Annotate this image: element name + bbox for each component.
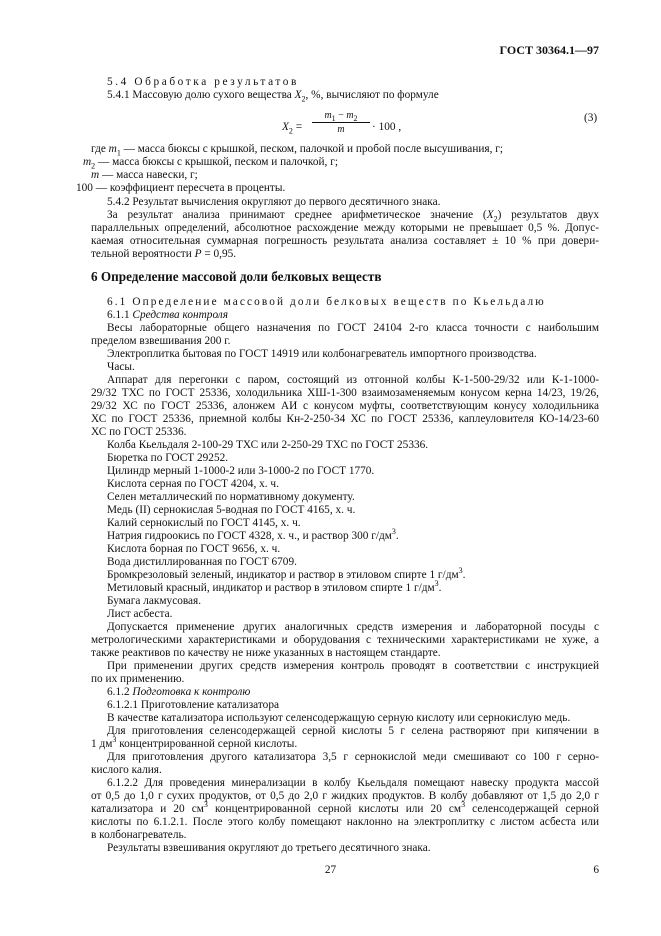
paragraph-line: 6.1.2.2 Для проведения минерализации в колбу Кьельдаля помещают навеску продукта массой xyxy=(107,777,599,789)
paragraph-line: Колба Кьельдаля 2-100-29 ТХС или 2-250-29 ТХС по ГОСТ 25336. xyxy=(107,439,429,451)
paragraph-line: Селен металлический по нормативному документу. xyxy=(107,491,355,503)
definition-line: 100 — коэффициент пересчета в проценты. xyxy=(76,182,286,194)
paragraph-line: В качестве катализатора используют селенсодержащую серную кислоту или сернокислую медь. xyxy=(107,712,571,724)
paragraph-line: кислоты по 6.1.2.1. После этого колбу помещают наклонно на электроплитку с листом асбеста или xyxy=(91,816,599,828)
paragraph-line: Кислота серная по ГОСТ 4204, х. ч. xyxy=(107,478,279,490)
paragraph-line: кислого калия. xyxy=(91,764,162,776)
paragraph-line: Метиловый красный, индикатор и раствор в этиловом спирте 1 $г/дм^3$. xyxy=(107,579,442,594)
paragraph-line: При применении других средств измерения контроль проводят в соответствии с инструкцией xyxy=(107,660,599,672)
document-page: ГОСТ 30364.1—97 5.4 Обработка результатов 5.4.1 Массовую долю сухого вещества $X_2$, %, вычисляют по формуле $X_2$ = $m_1 - m_2$ m · 100 , (3) где $m_1$ — масса бюксы с крышкой, песком, палочкой и пробой после высушивания, г; $m_2$ — масса бюксы с крышкой, песком и палочкой, г; m — масса навески, г; 100 — коэффициент пересчета в проценты. 5.4.2 Результат вычисления округляют до первого десятичного знака. За результат анализа принимают среднее арифметическое значение $(X_2)$ результатов двух параллельных определений, абсолютное расхождение между которыми не превышает 0,5 %. Допус- каемая относительная суммарная погрешность результата анализа составляет ± 10 % при довери- тельной вероятности P = 0,95. 6 Определение массовой доли белковых веществ 6.1 Определение массовой доли белковых веществ по Кьельдалю 6.1.1 Средства контроля Весы лабораторные общего назначения по ГОСТ 24104 2-го класса точности с наибольшим пределом взвешивания 200 г. Электроплитка бытовая по ГОСТ 14919 или колбонагреватель импортного производства. Часы. Аппарат для перегонки с паром, состоящий из отгонной колбы К-1-500-29/32 или К-1-1000- 29/32 ТХС по ГОСТ 25336, холодильника ХШ-1-300 взаимозаменяемым конусом керна 14/23, 19/26, 29/32 ХС по ГОСТ 25336, алонжем АИ с конусом муфты, соответствующим конусу холодильника ХС по ГОСТ 25336, приемной колбы Кн-2-250-34 ХС по ГОСТ 25336, каплеуловителя КО-14/23-60 ХС по ГОСТ 25336. Колба Кьельдаля 2-100-29 ТХС или 2-250-29 ТХС по ГОСТ 25336. Бюретка по ГОСТ 29252. Цилиндр мерный 1-1000-2 или 3-1000-2 по ГОСТ 1770. Кислота серная по ГОСТ 4204, х. ч. Селен металлический по нормативному документу. Медь (II) сернокислая 5-водная по ГОСТ 4165, х. ч. Калий сернокислый по ГОСТ 4145, х. ч. Натрия гидроокись по ГОСТ 4328, х. ч., и раствор 300 $г/дм^3$. Кислота борная по ГОСТ 9656, х. ч. Вода дистиллированная по ГОСТ 6709. Бромкрезоловый зеленый, индикатор и раствор в этиловом спирте 1 $г/дм^3$. Метиловый красный, индикатор и раствор в этиловом спирте 1 $г/дм^3$. Бумага лакмусовая. Лист асбеста. Допускается применение других аналогичных средств измерения и лабораторной посуды с метрологическими характеристиками и оборудования с техническими характеристиками не хуже, а также реактивов по качеству не ниже указанных в настоящем стандарте. При применении других средств измерения контроль проводят в соответствии с инструкцией по их применению. 6.1.2 Подготовка к контролю 6.1.2.1 Приготовление катализатора В качестве катализатора используют селенсодержащую серную кислоту или сернокислую медь. Для приготовления селенсодержащей серной кислоты 5 г селена растворяют при кипячении в 1 $дм^3$ концентрированной серной кислоты. Для приготовления другого катализатора 3,5 г сернокислой меди смешивают со 100 г серно- кислого калия. 6.1.2.2 Для проведения минерализации в колбу Кьельдаля помещают навеску продукта массой от 0,5 до 1,0 г сухих продуктов, от 0,5 до 2,0 г жидких продуктов. В колбу добавляют от 1,5 до 2,0 г катализатора и 20 $см^3$ концентрированной серной кислоты или 20 $см^3$ селенсодержащей серной кислоты по 6.1.2.1. После этого колбу помещают наклонно на электроплитку с листом асбеста или в колбонагреватель. Результаты взвешивания округляют до третьего десятичного знака. 27 6 xyxy=(0,0,661,936)
paragraph-line: Результаты взвешивания округляют до третьего десятичного знака. xyxy=(107,842,431,854)
paragraph-line: Аппарат для перегонки с паром, состоящий из отгонной колбы К-1-500-29/32 или К-1-1000- xyxy=(107,374,599,386)
paragraph-line: пределом взвешивания 200 г. xyxy=(91,335,231,347)
paragraph-line: также реактивов по качеству не ниже указанных в настоящем стандарте. xyxy=(91,647,441,659)
paragraph-line: 29/32 ХС по ГОСТ 25336, алонжем АИ с конусом муфты, соответствующим конусу холодильника xyxy=(91,400,599,412)
subsection-title: 6.1.1 Средства контроля xyxy=(107,309,228,321)
paragraph-line: параллельных определений, абсолютное расхождение между которыми не превышает 0,5 %. Допус- xyxy=(91,222,599,234)
paragraph-line: За результат анализа принимают среднее арифметическое значение $(X_2)$ результатов двух xyxy=(107,209,599,224)
section-heading: 6 Определение массовой доли белковых веществ xyxy=(91,269,382,284)
paragraph-line: Допускается применение других аналогичных средств измерения и лабораторной посуды с xyxy=(107,621,599,633)
paragraph-line: Электроплитка бытовая по ГОСТ 14919 или колбонагреватель импортного производства. xyxy=(107,348,537,360)
paragraph-line: 5.4.2 Результат вычисления округляют до первого десятичного знака. xyxy=(107,196,441,208)
sheet-number: 6 xyxy=(593,864,599,876)
equation-number: (3) xyxy=(584,112,598,124)
definition-line: где $m_1$ — масса бюксы с крышкой, песком, палочкой и пробой после высушивания, г; xyxy=(91,143,504,158)
document-number: ГОСТ 30364.1—97 xyxy=(499,43,599,57)
paragraph-line: Для приготовления селенсодержащей серной кислоты 5 г селена растворяют при кипячении в xyxy=(107,725,599,737)
paragraph-line: катализатора и 20 $см^3$ концентрированной серной кислоты или 20 $см^3$ селенсодержащей серной xyxy=(91,800,599,815)
paragraph-line: метрологическими характеристиками и оборудования с техническими характеристиками не хуже, а xyxy=(91,634,599,646)
paragraph-line: 5.4.1 Массовую долю сухого вещества $X_2$, %, вычисляют по формуле xyxy=(107,89,439,104)
paragraph-line: 1 $дм^3$ концентрированной серной кислоты. xyxy=(91,735,298,750)
paragraph-line: Вода дистиллированная по ГОСТ 6709. xyxy=(107,556,297,568)
paragraph-line: Весы лабораторные общего назначения по ГОСТ 24104 2-го класса точности с наибольшим xyxy=(107,322,599,334)
paragraph-line: тельной вероятности P = 0,95. xyxy=(91,248,237,260)
formula-fraction: $m_1 - m_2$ m xyxy=(312,110,370,135)
paragraph-line: Медь (II) сернокислая 5-водная по ГОСТ 4165, х. ч. xyxy=(107,504,356,516)
paragraph-line: Бумага лакмусовая. xyxy=(107,595,202,607)
subsection-title: 6.1 Определение массовой доли белковых веществ по Кьельдалю xyxy=(107,296,546,308)
paragraph-line: 6.1.2.1 Приготовление катализатора xyxy=(107,699,279,711)
paragraph-line: Цилиндр мерный 1-1000-2 или 3-1000-2 по ГОСТ 1770. xyxy=(107,465,375,477)
paragraph-line: 29/32 ТХС по ГОСТ 25336, холодильника ХШ-1-300 взаимозаменяемым конусом керна 14/23, 19/26, xyxy=(91,387,599,399)
definition-line: $m_2$ — масса бюксы с крышкой, песком и палочкой, г; xyxy=(83,156,338,171)
definition-line: m — масса навески, г; xyxy=(91,169,198,181)
subsection-title: 5.4 Обработка результатов xyxy=(107,76,299,88)
paragraph-line: по их применению. xyxy=(91,673,185,685)
paragraph-line: ХС по ГОСТ 25336. xyxy=(91,426,187,438)
paragraph-line: Натрия гидроокись по ГОСТ 4328, х. ч., и раствор 300 $г/дм^3$. xyxy=(107,527,399,542)
paragraph-line: Кислота борная по ГОСТ 9656, х. ч. xyxy=(107,543,281,555)
subsection-title: 6.1.2 Подготовка к контролю xyxy=(107,686,251,698)
paragraph-line: от 0,5 до 1,0 г сухих продуктов, от 0,5 до 2,0 г жидких продуктов. В колбу добавляют от 1,5 до 2,0 г xyxy=(91,790,599,802)
paragraph-line: Часы. xyxy=(107,361,135,373)
paragraph-line: Для приготовления другого катализатора 3,5 г сернокислой меди смешивают со 100 г серно- xyxy=(107,751,599,763)
paragraph-line: каемая относительная суммарная погрешность результата анализа составляет ± 10 % при довери- xyxy=(91,235,599,247)
paragraph-line: Бюретка по ГОСТ 29252. xyxy=(107,452,229,464)
paragraph-line: в колбонагреватель. xyxy=(91,829,187,841)
paragraph-line: Бромкрезоловый зеленый, индикатор и раствор в этиловом спирте 1 $г/дм^3$. xyxy=(107,566,466,581)
page-number: 27 xyxy=(324,864,337,876)
paragraph-line: Калий сернокислый по ГОСТ 4145, х. ч. xyxy=(107,517,301,529)
paragraph-line: Лист асбеста. xyxy=(107,608,173,620)
paragraph-line: ХС по ГОСТ 25336, приемной колбы Кн-2-250-34 ХС по ГОСТ 25336, каплеуловителя КО-14/23-60 xyxy=(91,413,599,425)
